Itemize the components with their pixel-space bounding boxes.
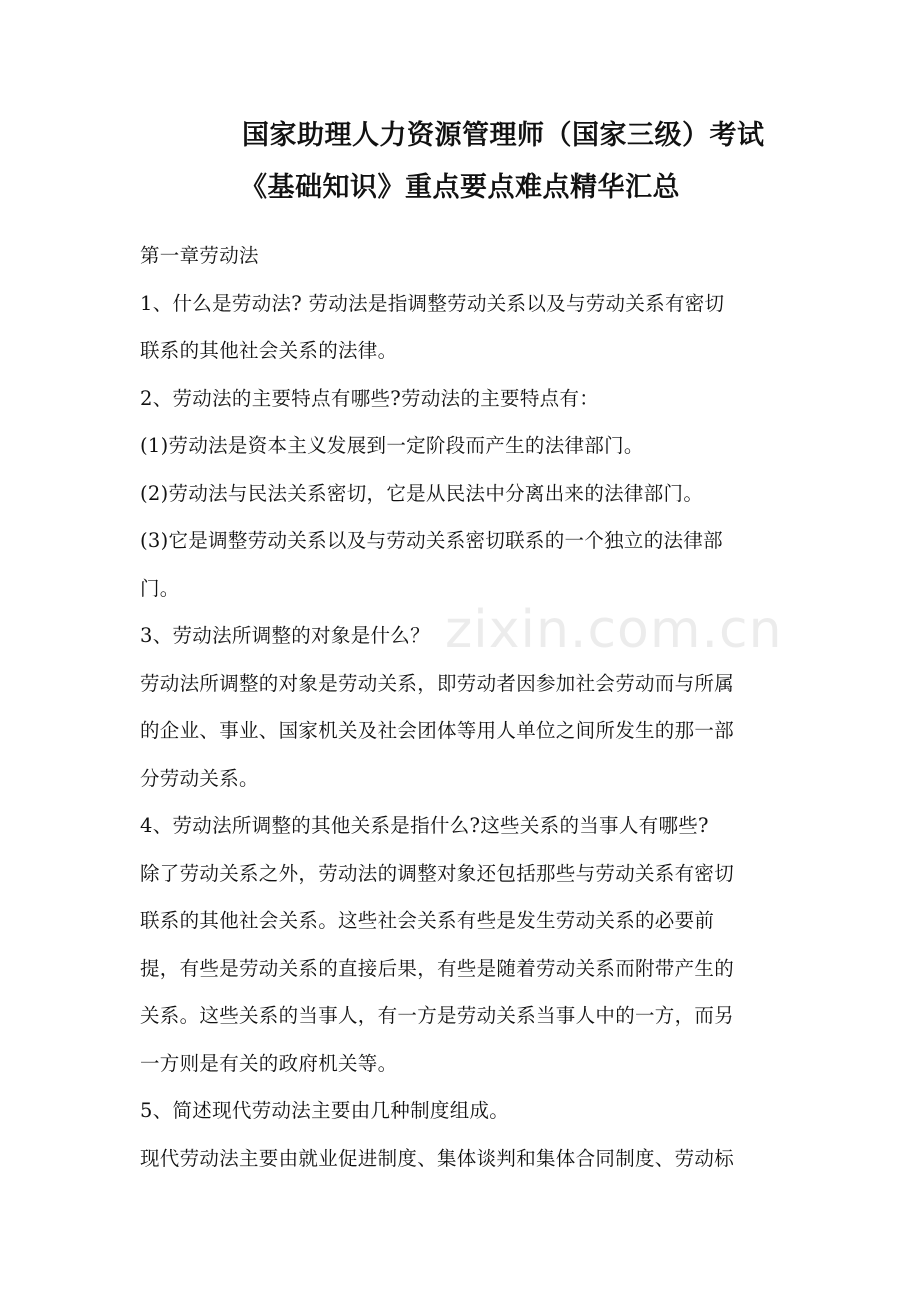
document-title-line-2: 《基础知识》重点要点难点精华汇总 (240, 172, 680, 203)
chapter-heading: 第一章劳动法 (140, 244, 259, 267)
document-title-line-1: 国家助理人力资源管理师（国家三级）考试 (242, 120, 765, 151)
text-line: 劳动法所调整的对象是劳动关系，即劳动者因参加社会劳动而与所属 (140, 671, 735, 695)
text-line: 一方则是有关的政府机关等。 (140, 1051, 398, 1075)
text-line: (2)劳动法与民法关系密切，它是从民法中分离出来的法律部门。 (140, 481, 704, 505)
text-line: 5、简述现代劳动法主要由几种制度组成。 (140, 1099, 510, 1122)
watermark: zixin.com.cn (445, 600, 783, 660)
text-line: 2、劳动法的主要特点有哪些?劳动法的主要特点有： (140, 386, 600, 410)
text-line: 的企业、事业、国家机关及社会团体等用人单位之间所发生的那一部 (140, 719, 735, 742)
text-line: (1)劳动法是资本主义发展到一定阶段而产生的法律部门。 (140, 434, 644, 457)
text-line: (3)它是调整劳动关系以及与劳动关系密切联系的一个独立的法律部 (140, 529, 723, 552)
text-line: 提，有些是劳动关系的直接后果，有些是随着劳动关系而附带产生的 (140, 956, 735, 980)
text-line: 1、什么是劳动法? 劳动法是指调整劳动关系以及与劳动关系有密切 (140, 291, 725, 315)
text-line: 联系的其他社会关系。这些社会关系有些是发生劳动关系的必要前 (140, 909, 715, 932)
text-line: 4、劳动法所调整的其他关系是指什么?这些关系的当事人有哪些? (140, 814, 709, 837)
text-line: 除了劳动关系之外，劳动法的调整对象还包括那些与劳动关系有密切 (140, 861, 735, 885)
text-line: 分劳动关系。 (140, 766, 259, 790)
text-line: 关系。这些关系的当事人，有一方是劳动关系当事人中的一方，而另 (140, 1004, 735, 1027)
text-line: 联系的其他社会关系的法律。 (140, 339, 398, 362)
text-line: 门。 (140, 576, 180, 600)
document-body (140, 236, 790, 1186)
text-line: 3、劳动法所调整的对象是什么？ (140, 624, 430, 647)
text-line: 现代劳动法主要由就业促进制度、集体谈判和集体合同制度、劳动标 (140, 1146, 735, 1170)
